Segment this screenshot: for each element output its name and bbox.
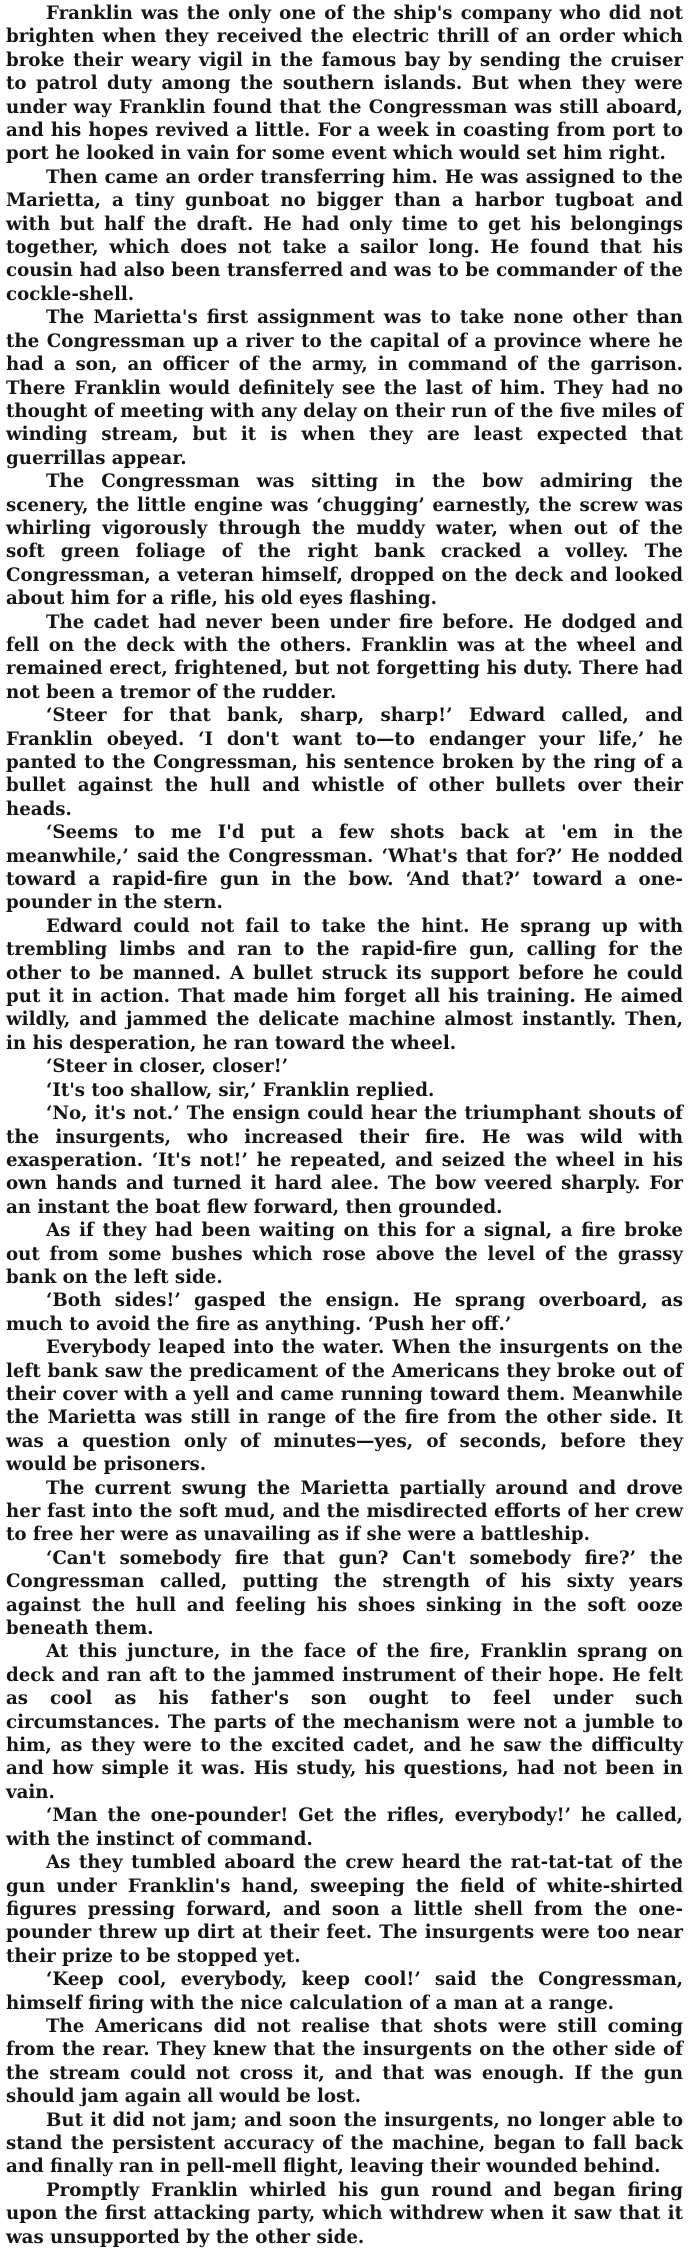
- paragraph-10: ‘It's too shallow, sir,’ Franklin replied.: [46, 1079, 435, 1101]
- paragraph-21: The Americans did not realise that shots were still coming from the rear. They knew that the insurgents on the other side of the stream could not cross it, and that was enough. If the gun should jam again all would be lost.: [6, 2015, 683, 2108]
- paragraph-6: ‘Steer for that bank, sharp, sharp!’ Edward called, and Franklin obeyed. ‘I don't want to—to endanger your life,’ he panted to the Congressman, his sentence broken by the ring of a bullet against the hull and whistle of other bullets over their heads.: [6, 705, 683, 820]
- paragraph-22: But it did not jam; and soon the insurgents, no longer able to stand the persistent accuracy of the machine, began to fall back and finally ran in pell-mell flight, leaving their wounded behind.: [6, 2109, 683, 2178]
- paragraph-4: The Congressman was sitting in the bow admiring the scenery, the little engine was ‘chugging’ earnestly, the screw was whirling vigorously through the muddy water, when out of the soft green foliage of the right bank cracked a volley. The Congressman, a veteran himself, dropped on the deck and looked about him for a rifle, his old eyes flashing.: [6, 471, 683, 610]
- paragraph-9: ‘Steer in closer, closer!’: [46, 1056, 289, 1078]
- paragraph-13: ‘Both sides!’ gasped the ensign. He sprang overboard, as much to avoid the fire as anything. ‘Push her off.’: [6, 1290, 683, 1335]
- paragraph-2: Then came an order transferring him. He was assigned to the Marietta, a tiny gunboat no bigger than a harbor tugboat and with but half the draft. He had only time to get his belongings together, which does not take a sailor long. He found that his cousin had also been transferred and was to be commander of the cockle-shell.: [6, 166, 683, 305]
- paragraph-19: As they tumbled aboard the crew heard the rat-tat-tat of the gun under Franklin's hand, sweeping the field of white-shirted figures pressing forward, and soon a little shell from the one-pounder threw up dirt at their feet. The insurgents were too near their prize to be stopped yet.: [6, 1852, 683, 1967]
- paragraph-11: ‘No, it's not.’ The ensign could hear the triumphant shouts of the insurgents, who increased their fire. He was wild with exasperation. ‘It's not!’ he repeated, and seized the wheel in his own hands and turned it hard alee. The bow veered sharply. For an instant the boat flew forward, then grounded.: [6, 1103, 683, 1218]
- paragraph-18: ‘Man the one-pounder! Get the rifles, everybody!’ he called, with the instinct of command.: [6, 1805, 683, 1850]
- paragraph-5: The cadet had never been under fire before. He dodged and fell on the deck with the others. Franklin was at the wheel and remained erect, frightened, but not forgetting his duty. There had not been a tremor of the rudder.: [6, 611, 683, 703]
- paragraph-14: Everybody leaped into the water. When the insurgents on the left bank saw the predicament of the Americans they broke out of their cover with a yell and came running toward them. Meanwhile the Marietta was still in range of the fire from the other side. It was a question only of minutes—yes, of seconds, before they would be prisoners.: [6, 1337, 683, 1476]
- paragraph-8: Edward could not fail to take the hint. He sprang up with trembling limbs and ran to the rapid-fire gun, calling for the other to be manned. A bullet struck its support before he could put it in action. That made him forget all his training. He aimed wildly, and jammed the delicate machine almost instantly. Then, in his desperation, he ran toward the wheel.: [6, 915, 683, 1054]
- paragraph-1: Franklin was the only one of the ship's company who did not brighten when they received the electric thrill of an order which broke their weary vigil in the famous bay by sending the cruiser to patrol duty among the southern islands. But when they were under way Franklin found that the Congressman was still aboard, and his hopes revived a little. For a week in coasting from port to port he looked in vain for some event which would set him right.: [6, 3, 683, 165]
- paragraph-17: At this juncture, in the face of the fire, Franklin sprang on deck and ran aft to the jammed instrument of their hope. He felt as cool as his father's son ought to feel under such circumstances. The parts of the mechanism were not a jumble to him, as they were to the excited cadet, and he saw the difficulty and how simple it was. His study, his questions, had not been in vain.: [6, 1641, 683, 1803]
- paragraph-20: ‘Keep cool, everybody, keep cool!’ said the Congressman, himself firing with the nice calculation of a man at a range.: [6, 1969, 683, 2014]
- paragraph-12: As if they had been waiting on this for a signal, a fire broke out from some bushes which rose above the level of the grassy bank on the left side.: [6, 1220, 683, 1288]
- paragraph-15: The current swung the Marietta partially around and drove her fast into the soft mud, and the misdirected efforts of her crew to free her were as unavailing as if she were a battleship.: [6, 1477, 683, 1546]
- paragraph-3: The Marietta's first assignment was to take none other than the Congressman up a river to the capital of a province where he had a son, an officer of the army, in command of the garrison. There Franklin would definitely see the last of him. They had no thought of meeting with any delay on their run of the five miles of winding stream, but it is when they are least expected that guerrillas appear.: [6, 307, 683, 469]
- paragraph-23: Promptly Franklin whirled his gun round and began firing upon the first attacking party, which withdrew when it saw that it was unsupported by the other side.: [6, 2179, 683, 2248]
- paragraph-7: ‘Seems to me I'd put a few shots back at 'em in the meanwhile,’ said the Congressman. ‘What's that for?’ He nodded toward a rapid-fire gun in the bow. ‘And that?’ toward a one-pounder in the stern.: [6, 822, 683, 914]
- paragraph-16: ‘Can't somebody fire that gun? Can't somebody fire?’ the Congressman called, putting the strength of his sixty years against the hull and feeling his shoes sinking in the soft ooze beneath them.: [6, 1547, 683, 1640]
